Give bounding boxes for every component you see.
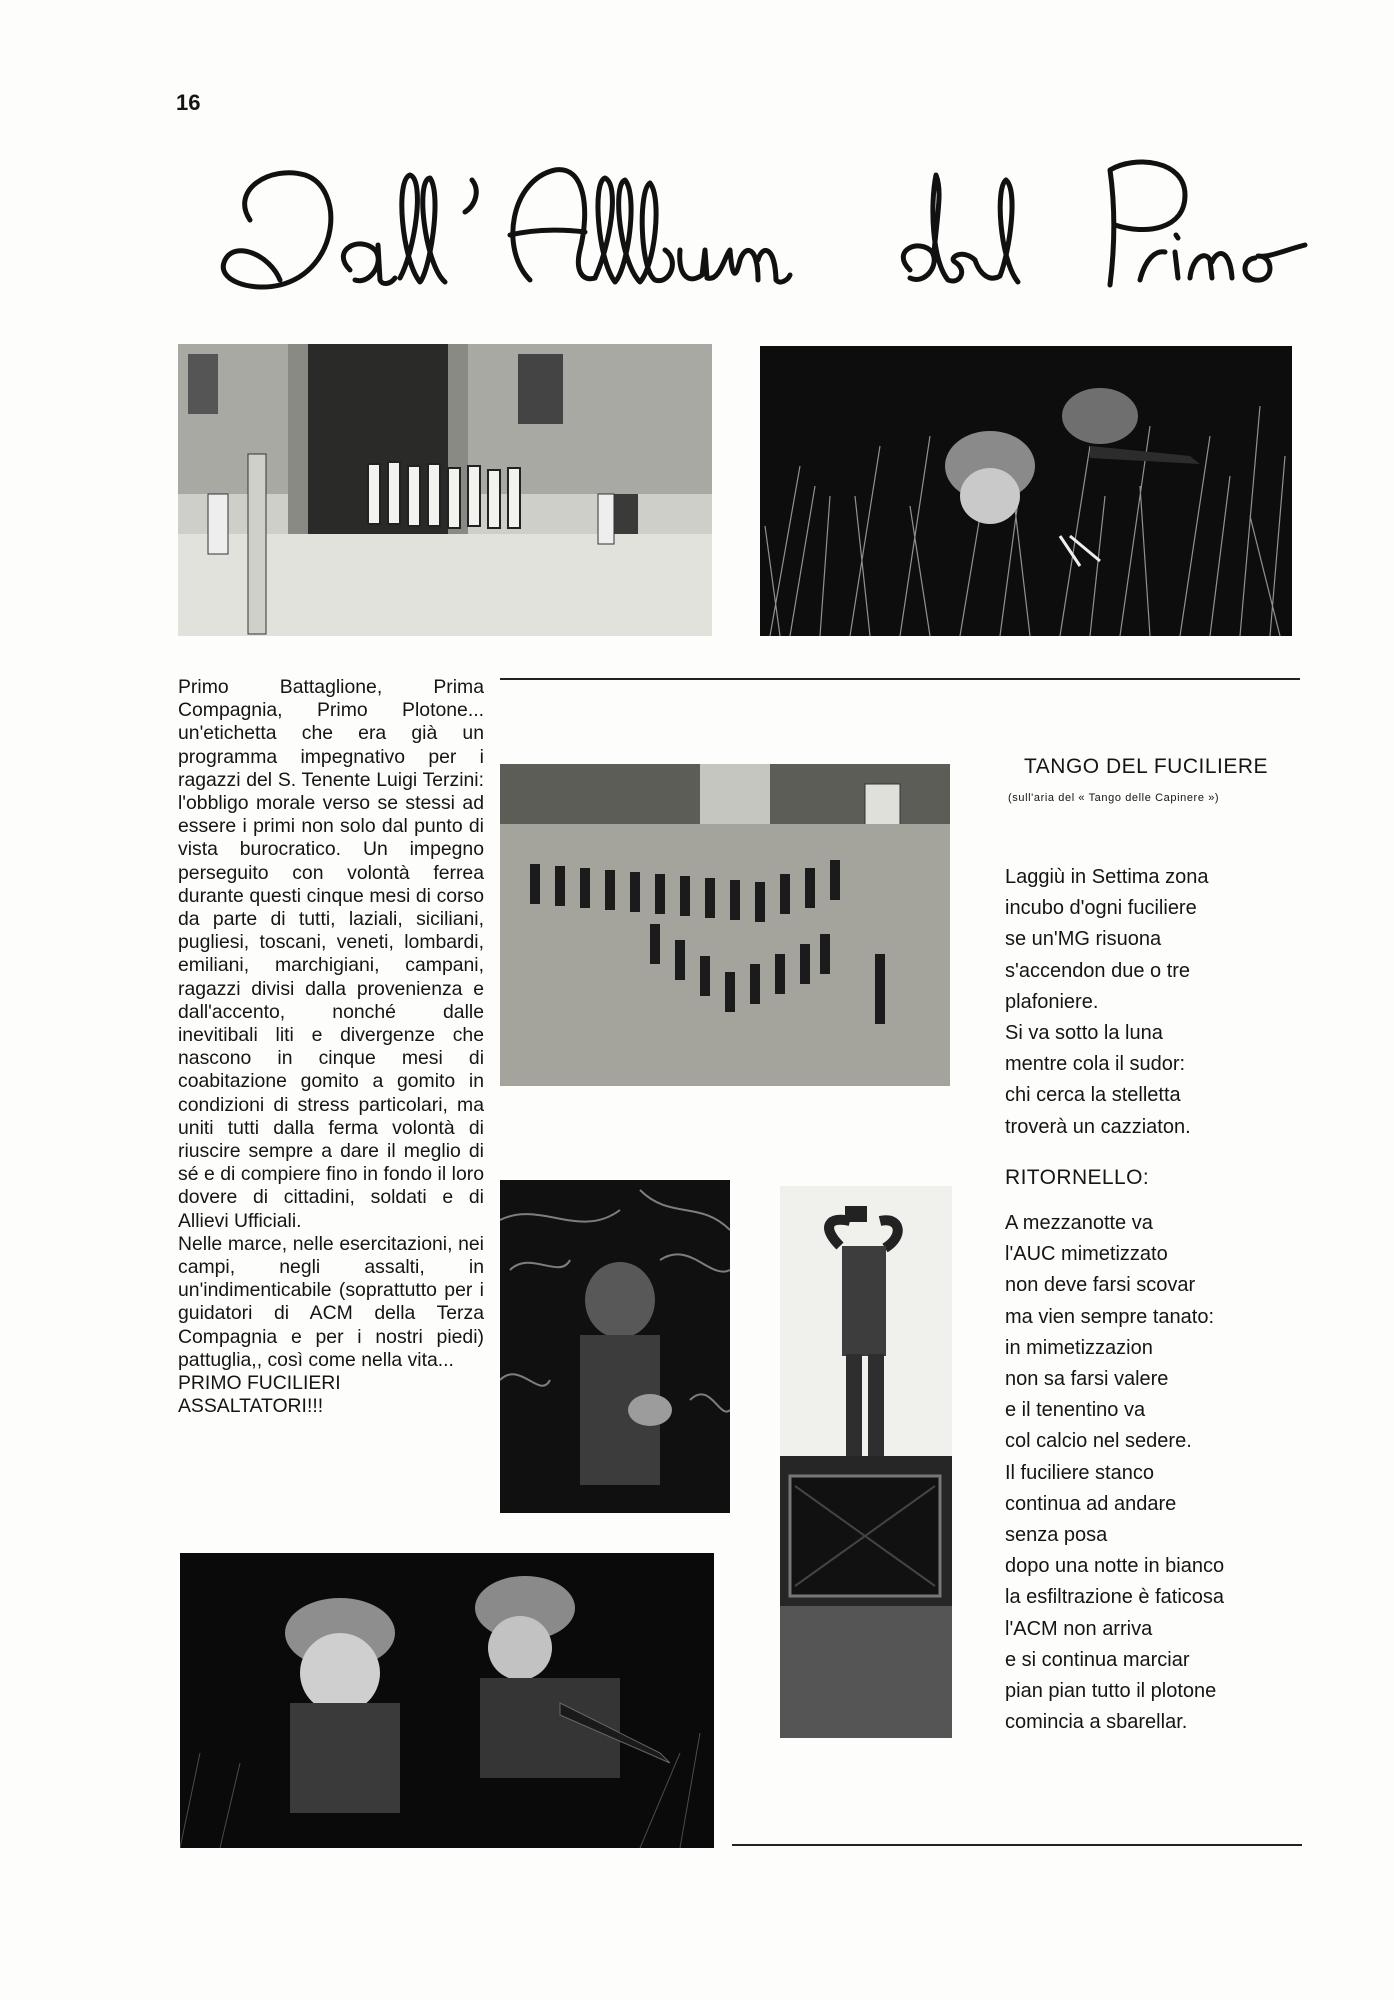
article-paragraph-2: Nelle marce, nelle esercitazioni, nei campi, negli assalti, in un'indimenticabile (soprattutto per i guidatori di ACM della Terza Compagnia e per i nostri piedi) pattuglia,, così come nella vita... bbox=[178, 1232, 484, 1371]
article-closing: PRIMO FUCILIERI ASSALTATORI!!! bbox=[178, 1372, 341, 1418]
verse-line: plafoniere. bbox=[1005, 990, 1099, 1013]
photo-formation bbox=[500, 764, 950, 1086]
article-paragraph: Primo Battaglione, Prima Compagnia, Primo Plotone... un'etichetta che era già un programma impegnativo per i ragazzi del S. Tenente Luigi Terzini: l'obbligo morale verso se stessi ad essere i primi non solo dal punto di vista burocratico. Un impegno perseguito con volontà ferrea durante questi cinque mesi di corso da parte di tutti, laziali, siciliani, pugliesi, toscani, veneti, lombardi, emiliani, marchigiani, campani, ragazzi divisi dalla provenienza e dall'accento, nonché dalle inevitibali liti e divergenze che nascono in cinque mesi di coabitazione gomito a gomito in condizioni di stress particolari, ma uniti tutti dalla ferma volontà di riuscire sempre a dare il meglio di sé e di compiere fino in fondo il loro dovere di cittadini, soldati e di Allievi Ufficiali. bbox=[178, 676, 484, 1232]
verse-line: mentre cola il sudor: bbox=[1005, 1053, 1186, 1076]
refrain-line: e il tenentino va bbox=[1005, 1399, 1146, 1422]
refrain-line: la esfiltrazione è faticosa bbox=[1005, 1586, 1225, 1609]
refrain-line: A mezzanotte va bbox=[1005, 1212, 1153, 1234]
bottom-right-rule bbox=[732, 1844, 1302, 1846]
song-refrain bbox=[1005, 1208, 1305, 1738]
song-title: TANGO DEL FUCILIERE bbox=[1024, 755, 1269, 778]
refrain-line: non sa farsi valere bbox=[1005, 1368, 1169, 1391]
refrain-line: col calcio nel sedere. bbox=[1005, 1430, 1192, 1453]
verse-line: Si va sotto la luna bbox=[1005, 1022, 1163, 1045]
refrain-line: senza posa bbox=[1005, 1524, 1108, 1547]
refrain-line: pian pian tutto il plotone bbox=[1005, 1680, 1217, 1703]
verse-line: Laggiù in Settima zona bbox=[1005, 866, 1209, 888]
photo-binoculars bbox=[780, 1186, 952, 1738]
verse-line: se un'MG risuona bbox=[1005, 928, 1162, 951]
song-verse bbox=[1005, 862, 1305, 1143]
refrain-line: continua ad andare bbox=[1005, 1492, 1177, 1515]
refrain-line: l'ACM non arriva bbox=[1005, 1617, 1153, 1640]
verse-line: incubo d'ogni fuciliere bbox=[1005, 897, 1197, 920]
refrain-line: Il fuciliere stanco bbox=[1005, 1461, 1154, 1484]
verse-line: s'accendon due o tre bbox=[1005, 959, 1191, 982]
refrain-line: comincia a sbarellar. bbox=[1005, 1711, 1188, 1734]
verse-line: chi cerca la stelletta bbox=[1005, 1084, 1181, 1107]
refrain-line: l'AUC mimetizzato bbox=[1005, 1243, 1168, 1266]
refrain-line: in mimetizzazion bbox=[1005, 1336, 1153, 1359]
photo-guard-march bbox=[178, 344, 712, 636]
refrain-line: non deve farsi scovar bbox=[1005, 1274, 1196, 1297]
page-number: 16 bbox=[176, 90, 201, 115]
photo-night-prone bbox=[180, 1553, 714, 1848]
handwritten-title bbox=[210, 150, 1320, 310]
article-text bbox=[178, 676, 484, 1419]
top-right-rule bbox=[500, 678, 1300, 680]
song-subtitle: (sull'aria del « Tango delle Capinere ») bbox=[1008, 792, 1220, 804]
verse-line: troverà un cazziaton. bbox=[1005, 1115, 1191, 1138]
refrain-label: RITORNELLO: bbox=[1005, 1166, 1150, 1189]
photo-night-grass bbox=[760, 346, 1292, 636]
refrain-line: dopo una notte in bianco bbox=[1005, 1555, 1225, 1578]
refrain-line: ma vien sempre tanato: bbox=[1005, 1305, 1214, 1328]
refrain-line: e si continua marciar bbox=[1005, 1648, 1190, 1671]
photo-foliage bbox=[500, 1180, 730, 1513]
